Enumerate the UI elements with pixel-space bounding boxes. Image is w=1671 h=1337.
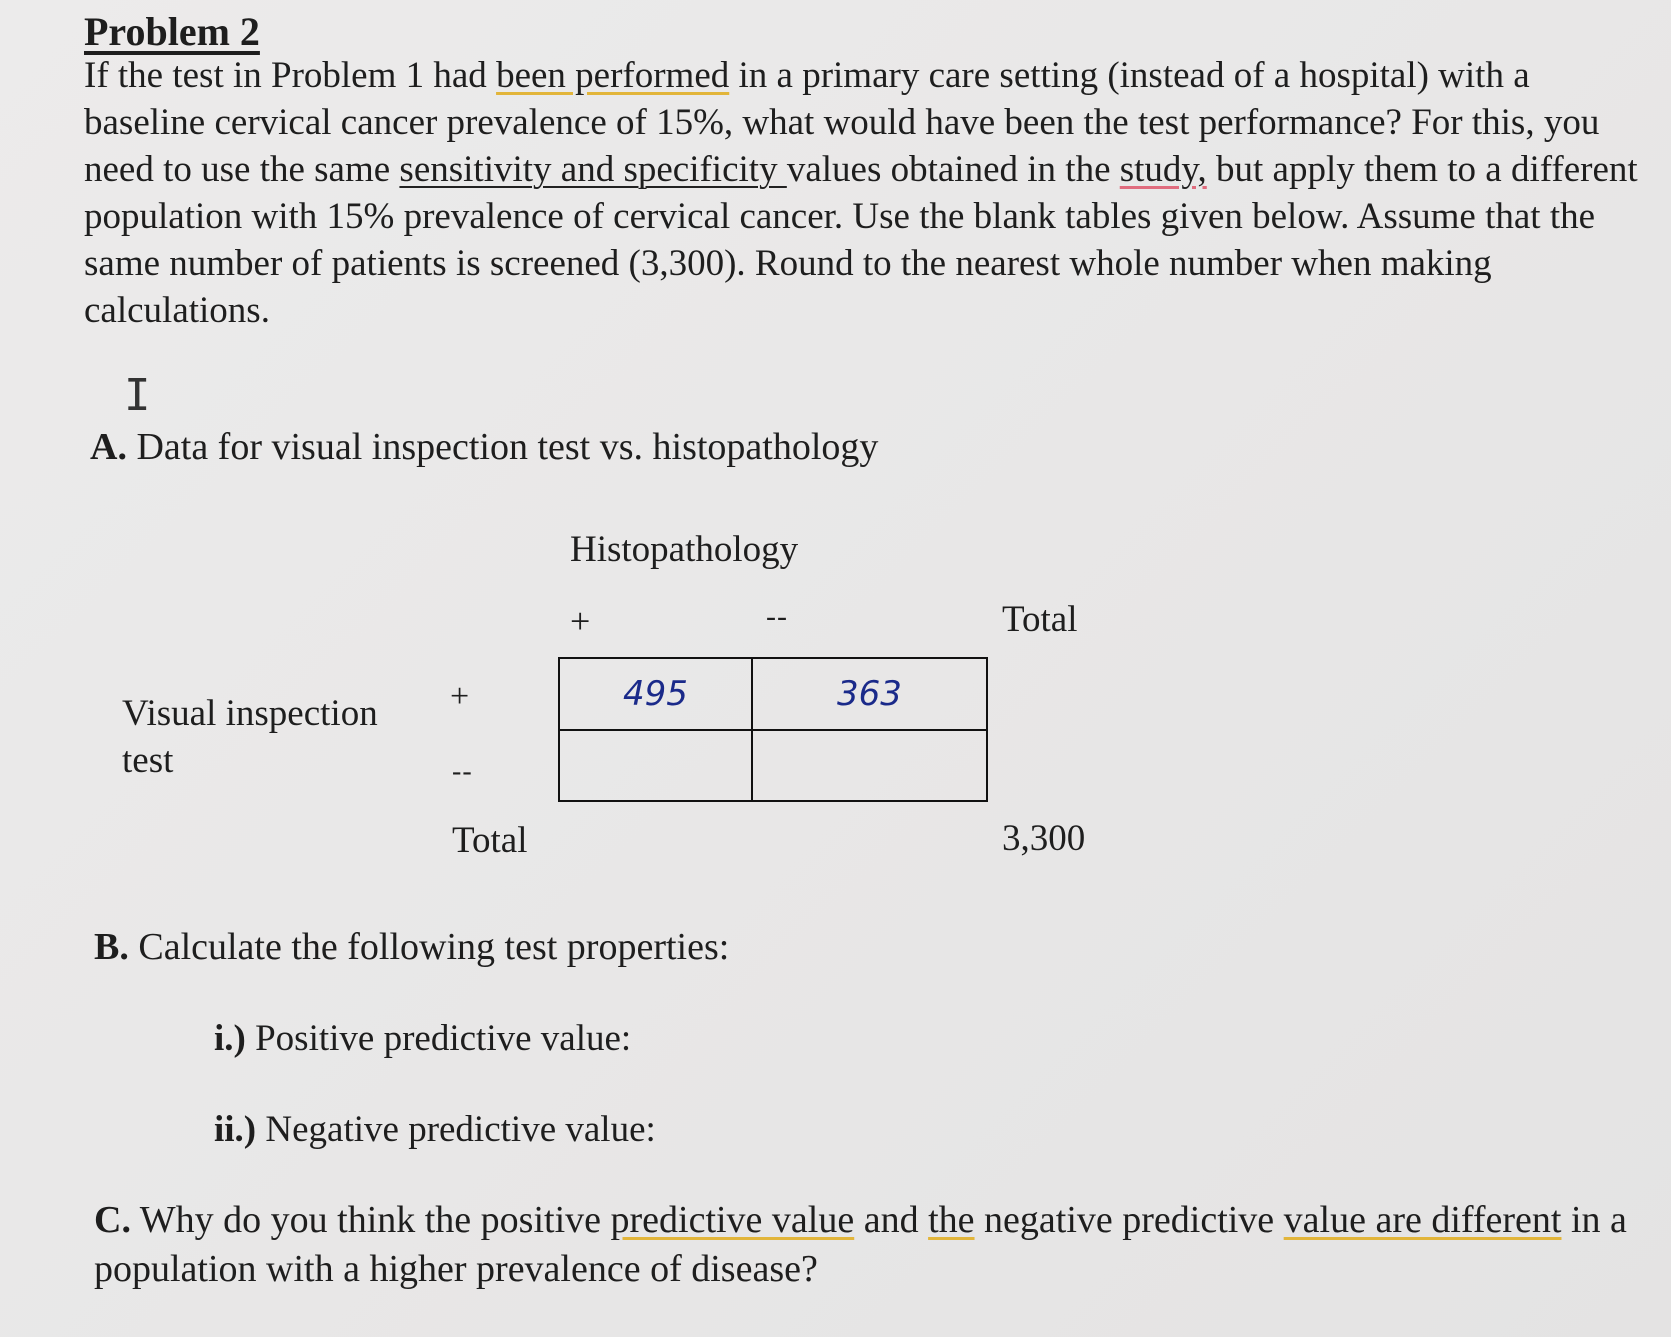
cell-true-negative[interactable]: [753, 731, 986, 800]
section-c-question: [94, 1196, 1654, 1294]
section-c-text: and: [854, 1199, 929, 1241]
row-header-total: Total: [452, 820, 528, 861]
row-header-visual-inspection: [122, 690, 378, 784]
intro-text: but apply them to a different population with 15% prevalence of cervical cancer. Use the blank tables given below. Assume that the same number of patients is screened (3,300). Round to the nearest whole number when making calculations.: [84, 149, 1638, 331]
item-ii-label: ii.): [214, 1109, 257, 1150]
row-label-line1: Visual inspection: [122, 693, 378, 734]
item-positive-predictive-value: [214, 1017, 631, 1060]
intro-highlight-performed: been performed: [496, 55, 730, 96]
section-c-text: negative predictive: [974, 1199, 1284, 1241]
text-cursor-icon: I: [124, 370, 151, 421]
item-i-text: Positive predictive value:: [245, 1018, 632, 1059]
cell-false-positive[interactable]: 363: [753, 659, 986, 731]
problem-title: Problem 2: [84, 9, 260, 54]
section-c-text: Why do you think the positive: [130, 1199, 611, 1241]
section-c-highlight-value-are-different: value are different: [1283, 1199, 1562, 1241]
section-a-heading: [90, 425, 878, 469]
row-header-positive: +: [450, 678, 470, 715]
contingency-table: [558, 657, 988, 802]
section-c-text: in a population with a higher prevalence of disease?: [94, 1199, 1627, 1290]
section-b-letter: B.: [94, 926, 129, 968]
problem-statement: [84, 52, 1644, 334]
section-b-text: Calculate the following test properties:: [128, 926, 730, 968]
col-header-positive: +: [570, 601, 591, 641]
col-header-total: Total: [1002, 599, 1078, 640]
histopathology-header: Histopathology: [570, 529, 799, 570]
item-negative-predictive-value: [214, 1108, 656, 1151]
row-header-negative: --: [452, 756, 473, 787]
item-ii-text: Negative predictive value:: [256, 1109, 656, 1150]
section-b-heading: [94, 925, 729, 969]
item-i-label: i.): [214, 1018, 246, 1059]
row-label-line2: test: [122, 740, 174, 781]
section-c-letter: C.: [94, 1199, 131, 1241]
section-c-highlight-predictive-value: predictive value: [610, 1199, 855, 1241]
intro-underline-study: study,: [1119, 149, 1207, 190]
col-header-negative: --: [766, 600, 788, 633]
grand-total-value: 3,300: [1002, 818, 1086, 859]
intro-text: in a primary care setting (instead of a hospital) with a baseline cervical cancer prevalence of 15%, what would have been the test performance? For this, you need to use the same: [84, 55, 1600, 190]
section-a-text: Data for visual inspection test vs. histopathology: [126, 426, 879, 468]
intro-underline-sens-spec: sensitivity and specificity: [399, 149, 787, 190]
intro-text: values obtained in the: [786, 149, 1120, 190]
section-c-highlight-the: the: [928, 1199, 975, 1241]
section-a-letter: A.: [90, 426, 127, 468]
cell-true-positive[interactable]: 495: [560, 659, 753, 731]
cell-false-negative[interactable]: [560, 731, 753, 800]
intro-text: If the test in Problem 1 had: [84, 55, 497, 96]
